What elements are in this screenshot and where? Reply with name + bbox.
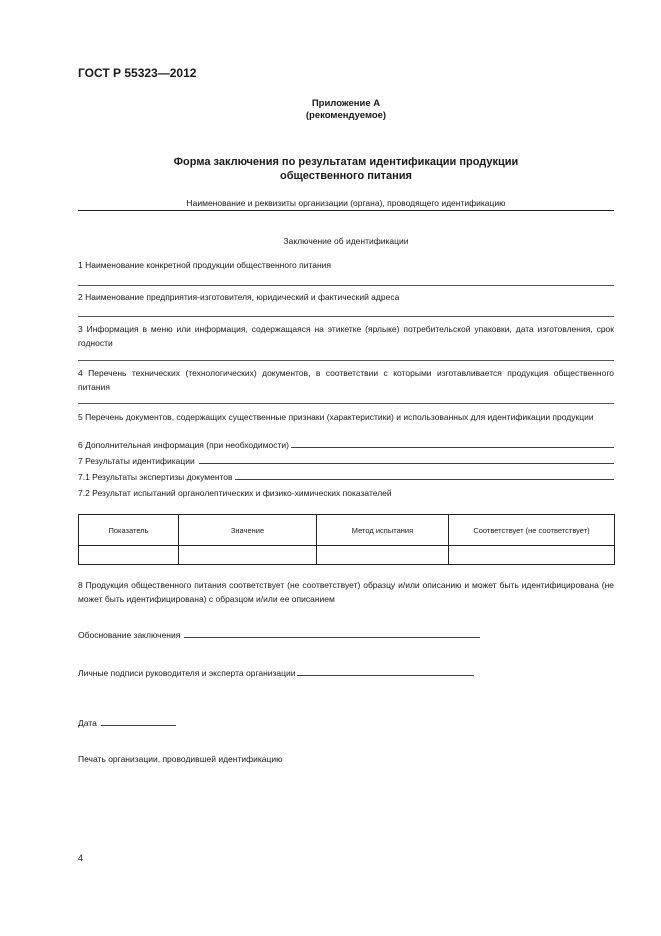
item-5: 5 Перечень документов, содержащих существенные признаки (характеристики) и использованных для идентификации продукции: [78, 412, 594, 422]
item-4-fill-line[interactable]: [78, 403, 614, 404]
item-3-fill-line[interactable]: [78, 360, 614, 361]
item-7-2: 7.2 Результат испытаний органолептических и физико-химических показателей: [78, 488, 392, 498]
signatures-row: [78, 666, 474, 680]
item-8: 8 Продукция общественного питания соответствует (не соответствует) образцу и/или описанию и может быть идентифицирована (не может быть идентифицирована) с образцом и/или ее описанием: [78, 580, 614, 604]
item-6: 6 Дополнительная информация (при необходимости): [78, 440, 289, 450]
date-row: [78, 716, 176, 730]
test-results-table: [78, 514, 615, 565]
item-2-fill-line[interactable]: [78, 316, 614, 317]
item-6-row: [78, 438, 614, 452]
cell-test-method[interactable]: [317, 546, 449, 565]
table-header-row: [79, 515, 615, 546]
item-1: 1 Наименование конкретной продукции общественного питания: [78, 260, 331, 270]
date-label: Дата: [78, 718, 97, 728]
col-value-header: Значение: [179, 515, 317, 546]
item-6-fill-line[interactable]: [291, 439, 614, 448]
basis-fill-line[interactable]: [184, 629, 480, 638]
col-test-method-header: Метод испытания: [317, 515, 449, 546]
item-7-1: 7.1 Результаты экспертизы документов: [78, 472, 233, 482]
basis-label: Обоснование заключения: [78, 630, 181, 640]
item-7-1-fill-line[interactable]: [235, 471, 614, 480]
appendix-label: Приложение А: [311, 98, 381, 109]
basis-row: [78, 628, 480, 642]
item-7: 7 Результаты идентификации: [78, 456, 195, 466]
form-title-line2: общественного питания: [280, 170, 412, 182]
cell-compliance[interactable]: [449, 546, 615, 565]
item-2: 2 Наименование предприятия-изготовителя, юридический и фактический адреса: [78, 292, 400, 302]
date-fill-line[interactable]: [101, 717, 176, 726]
form-title: [78, 155, 614, 183]
col-compliance-header: Соответствует (не соответствует): [449, 515, 615, 546]
form-title-line1: Форма заключения по результатам идентификации продукции: [173, 156, 519, 168]
organization-caption: Наименование и реквизиты организации (органа), проводящего идентификацию: [186, 198, 506, 208]
document-code: ГОСТ Р 55323—2012: [78, 66, 197, 80]
table-row: [79, 546, 615, 565]
seal-label: Печать организации, проводившей идентификацию: [78, 754, 283, 764]
item-7-row: [78, 454, 614, 468]
appendix-heading: [78, 98, 614, 122]
item-7-fill-line[interactable]: [199, 455, 614, 464]
item-1-fill-line[interactable]: [78, 285, 614, 286]
item-4: 4 Перечень технических (технологических) документов, в соответствии с которыми изготавливается продукция общественного питания: [78, 368, 614, 392]
col-indicator-header: Показатель: [79, 515, 179, 546]
signatures-fill-line[interactable]: [297, 667, 474, 676]
organization-rule: [78, 210, 614, 211]
signatures-label: Личные подписи руководителя и эксперта организации: [78, 668, 296, 678]
item-7-1-row: [78, 470, 614, 484]
cell-indicator[interactable]: [79, 546, 179, 565]
conclusion-subheading: Заключение об идентификации: [283, 236, 409, 246]
item-3: 3 Информация в меню или информация, содержащаяся на этикетке (ярлыке) потребительской упаковки, дата изготовления, срок годности: [78, 324, 614, 348]
appendix-note: (рекомендуемое): [305, 110, 387, 121]
page-number: 4: [78, 853, 84, 863]
cell-value[interactable]: [179, 546, 317, 565]
